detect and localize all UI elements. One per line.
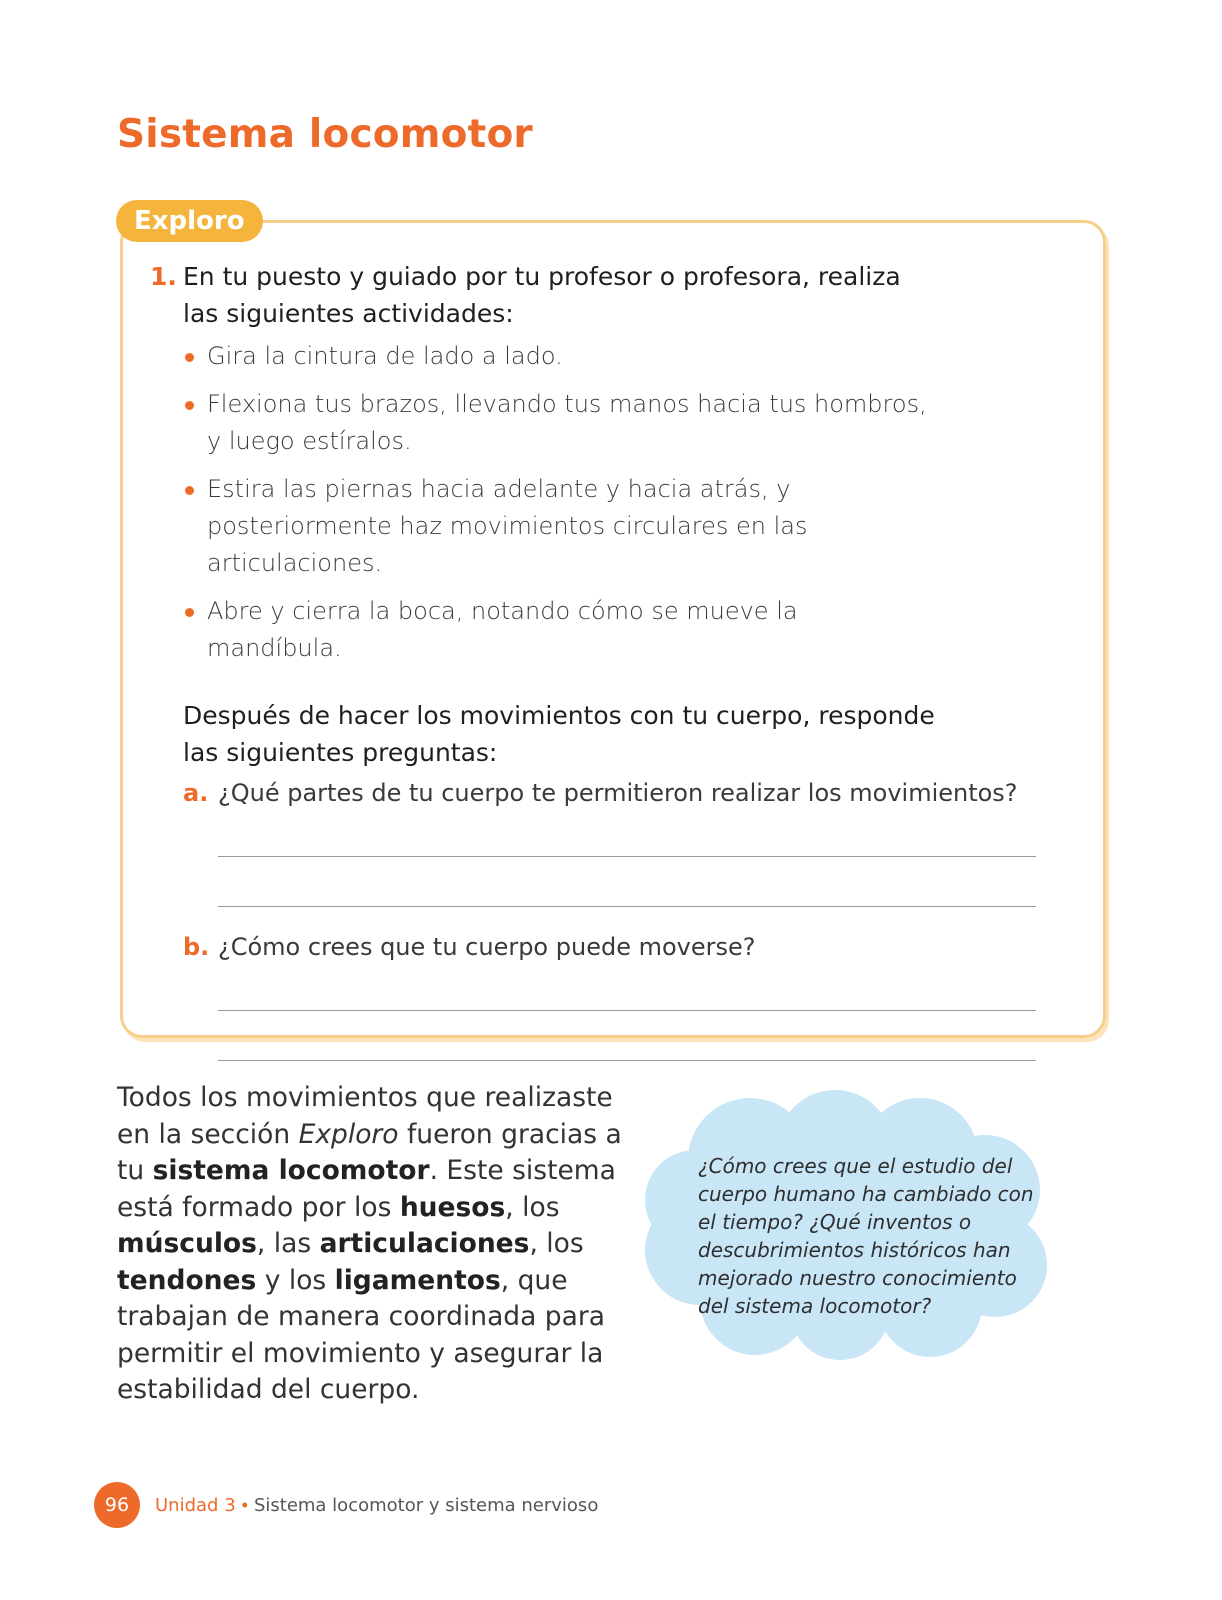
- text-run: fueron gracias a tu: [117, 1118, 622, 1186]
- activity-instruction: [150, 258, 1070, 332]
- question-text: ¿Qué partes de tu cuerpo te permitieron realizar los movimientos?: [218, 779, 1018, 807]
- answer-line[interactable]: [218, 906, 1036, 907]
- activity-block: [150, 258, 1070, 1061]
- key-term: sistema locomotor: [152, 1155, 430, 1186]
- text-run: , los: [505, 1191, 560, 1223]
- activity-number: 1.: [150, 262, 177, 291]
- key-term: músculos: [117, 1228, 257, 1259]
- question-text: ¿Cómo crees que tu cuerpo puede moverse?: [218, 933, 756, 961]
- text-run: , los: [529, 1228, 584, 1259]
- key-term: ligamentos: [334, 1264, 501, 1296]
- bullet-text: Flexiona tus brazos, llevando tus manos hacia tus hombros, y luego estíralos.: [207, 390, 927, 455]
- answer-line[interactable]: [218, 1010, 1036, 1011]
- reflection-question: ¿Cómo crees que el estudio del cuerpo humano ha cambiado con el tiempo? ¿Qué inventos o descubrimientos históricos han mejorado nuestro conocimiento del sistema locomotor?: [698, 1154, 1034, 1318]
- questions-intro: Después de hacer los movimientos con tu cuerpo, responde las siguientes preguntas:: [183, 701, 935, 767]
- thought-cloud: [640, 1090, 1060, 1360]
- bullet-dot-icon: [185, 401, 194, 410]
- footer-topic: Sistema locomotor y sistema nervioso: [253, 1494, 599, 1516]
- bullet-text: Gira la cintura de lado a lado.: [207, 342, 563, 370]
- explore-tab-label: Exploro: [116, 200, 263, 242]
- question-letter: a.: [183, 779, 209, 807]
- text-run: . Este sistema está formado por los: [117, 1155, 616, 1223]
- bullet-dot-icon: [185, 486, 194, 495]
- question-letter: b.: [183, 933, 210, 961]
- activity-bullet-list: [183, 338, 1070, 667]
- question-a: [183, 775, 1070, 812]
- page-title: Sistema locomotor: [117, 112, 533, 157]
- key-term: huesos: [399, 1191, 506, 1223]
- bullet-text: Abre y cierra la boca, notando cómo se mueve la mandíbula.: [207, 597, 798, 662]
- page-footer: [94, 1482, 598, 1528]
- activity-text: En tu puesto y guiado por tu profesor o profesora, realiza las siguientes actividades:: [183, 262, 901, 328]
- explanation-paragraph: [117, 1080, 647, 1409]
- footer-separator: •: [241, 1494, 248, 1515]
- list-item: [183, 593, 927, 667]
- bullet-text: Estira las piernas hacia adelante y hacia atrás, y posteriormente haz movimientos circulares en las articulaciones.: [207, 475, 808, 577]
- text-run: , que trabajan de manera coordinada para permitir el movimiento y asegurar la estabilidad del cuerpo.: [117, 1264, 605, 1405]
- list-item: [183, 386, 927, 460]
- text-run: y los: [256, 1264, 335, 1296]
- text-run: , las: [256, 1228, 320, 1259]
- key-term: tendones: [117, 1264, 257, 1296]
- list-item: [183, 338, 927, 375]
- question-b: [183, 929, 1070, 966]
- footer-unit: Unidad 3: [155, 1494, 236, 1516]
- section-reference: Exploro: [298, 1118, 399, 1150]
- answer-line[interactable]: [218, 856, 1036, 857]
- page-number: 96: [94, 1482, 140, 1528]
- list-item: [183, 471, 927, 582]
- bullet-dot-icon: [185, 353, 194, 362]
- key-term: articulaciones: [319, 1228, 530, 1259]
- text-run: Todos los movimientos que realizaste en la sección: [117, 1082, 613, 1150]
- bullet-dot-icon: [185, 608, 194, 617]
- answer-line[interactable]: [218, 1060, 1036, 1061]
